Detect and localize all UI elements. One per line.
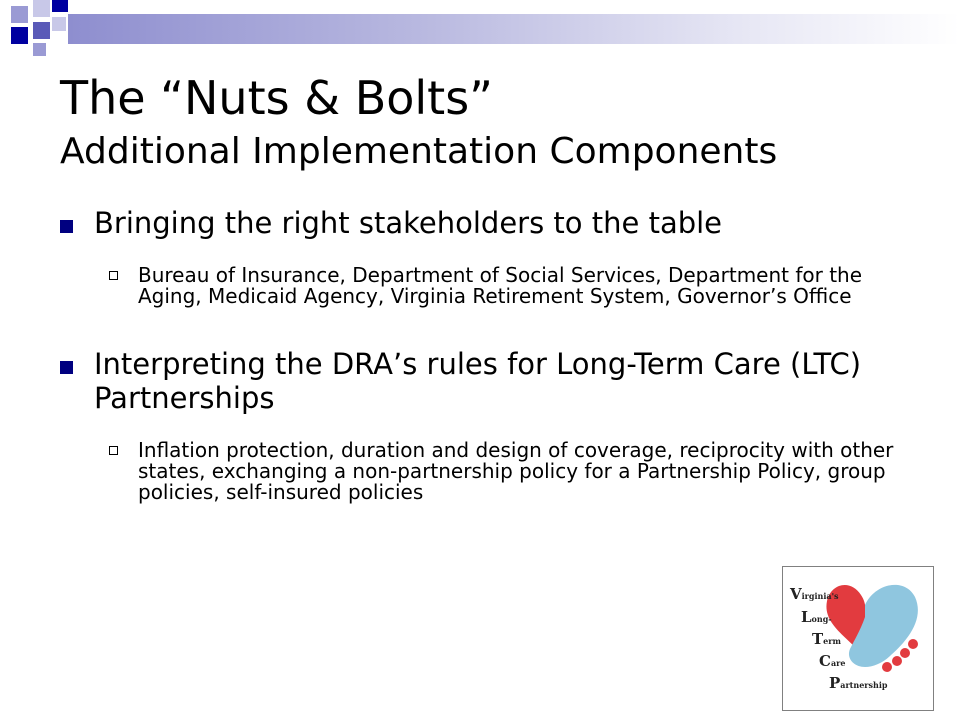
logo-initial: P xyxy=(829,674,841,692)
logo-word: irginia's xyxy=(801,591,839,601)
bullet-item xyxy=(60,206,920,240)
corner-square xyxy=(33,43,46,56)
slide-subtitle: Additional Implementation Components xyxy=(60,131,778,172)
partnership-logo xyxy=(782,566,934,711)
corner-square xyxy=(52,17,66,31)
sub-bullet-item xyxy=(60,440,920,503)
svg-text:Partnership xyxy=(829,674,888,692)
logo-initial: C xyxy=(819,652,831,670)
slide-title: The “Nuts & Bolts” xyxy=(60,71,494,125)
svg-text:Virginia's xyxy=(789,585,839,603)
bullet-list xyxy=(60,206,920,503)
logo-initial: V xyxy=(790,585,802,603)
bullet-text: Interpreting the DRA’s rules for Long-Term Care (LTC) Partnerships xyxy=(94,347,862,415)
svg-text:Care xyxy=(819,652,845,670)
square-bullet-icon xyxy=(60,220,73,233)
hollow-square-bullet-icon xyxy=(109,446,118,455)
sub-bullet-item xyxy=(60,265,920,307)
corner-square xyxy=(11,6,28,23)
logo-word: ong- xyxy=(811,614,832,624)
red-dot xyxy=(908,639,918,649)
square-bullet-icon xyxy=(60,361,73,374)
logo-initial: L xyxy=(801,608,812,626)
corner-square xyxy=(33,0,50,17)
logo-word: artnership xyxy=(840,680,888,690)
header-band xyxy=(68,14,960,44)
logo-word: are xyxy=(830,658,846,668)
bullet-text: Bringing the right stakeholders to the table xyxy=(94,206,723,240)
red-dot xyxy=(882,662,892,672)
logo-word: erm xyxy=(823,636,841,646)
svg-text:Term xyxy=(812,630,841,648)
sub-bullet-text: Bureau of Insurance, Department of Social Services, Department for the Aging, Medicaid Agency, Virginia Retirement System, Governor’s Office xyxy=(138,263,863,308)
corner-square xyxy=(11,27,28,44)
red-dot xyxy=(900,648,910,658)
sub-bullet-text: Inflation protection, duration and design of coverage, reciprocity with other states, exchanging a non-partnership policy for a Partnership Policy, group policies, self-insured policies xyxy=(138,438,894,504)
heart-hands-icon xyxy=(783,567,933,710)
red-dot xyxy=(892,656,902,666)
bullet-item xyxy=(60,347,920,415)
title-block xyxy=(60,72,940,174)
hollow-square-bullet-icon xyxy=(109,271,118,280)
corner-square xyxy=(33,22,50,39)
logo-initial: T xyxy=(812,630,824,648)
corner-square xyxy=(52,0,68,12)
